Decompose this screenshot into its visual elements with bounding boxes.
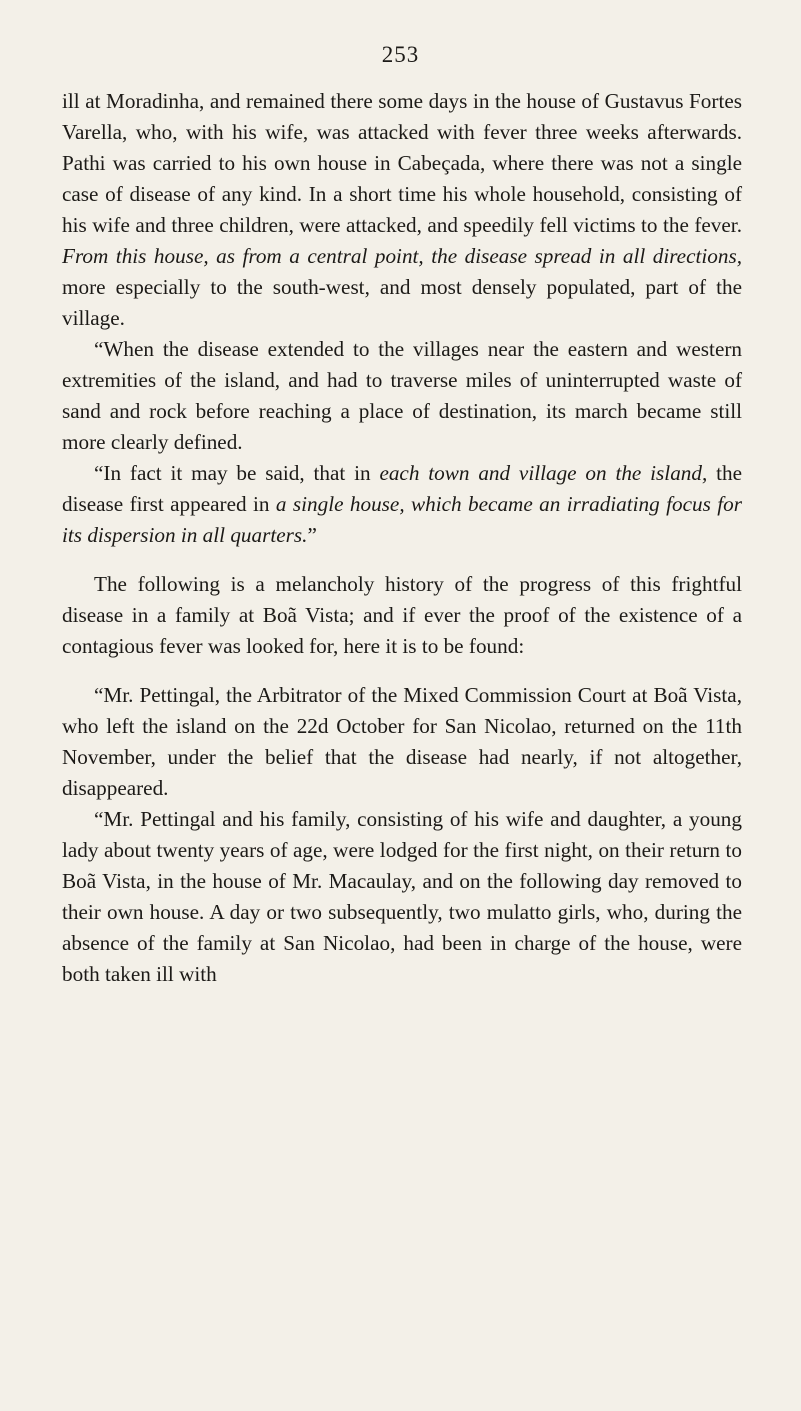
text-segment: The following is a melancholy history of the progress of this frightful disease in a family at Boã Vista; and if ever the proof of the existence of a contagious fever was looked for, here it is to be found: [62, 572, 742, 658]
paragraph [62, 569, 742, 662]
body-text [62, 86, 742, 990]
text-segment: the disease first appeared in [62, 461, 743, 516]
page-number: 253 [381, 42, 420, 67]
paragraph [62, 86, 742, 334]
italic-segment: From this house, as from a central point, the disease spread in all directions, [62, 244, 742, 268]
italic-segment: each town and village on the island, [379, 461, 708, 485]
paragraph [62, 804, 742, 990]
text-segment: “Mr. Pettingal and his family, consisting of his wife and daughter, a young lady about twenty years of age, were lodged for the first night, on their return to Boã Vista, in the house of Mr. Macaulay, and on the following day removed to their own house. A day or two subsequently, two mulatto girls, who, during the absence of the family at San Nicolao, had been in charge of the house, were both taken ill with [62, 807, 742, 986]
paragraph [62, 334, 742, 458]
text-segment: “Mr. Pettingal, the Arbitrator of the Mixed Commission Court at Boã Vista, who left the island on the 22d October for San Nicolao, returned on the 11th November, under the belief that the disease had nearly, if not altogether, disappeared. [62, 683, 742, 800]
text-segment: “When the disease extended to the villages near the eastern and western extremities of the island, and had to traverse miles of uninterrupted waste of sand and rock before reaching a place of destination, its march became still more clearly defined. [62, 337, 742, 454]
paragraph [62, 458, 742, 551]
text-segment: more especially to the south-west, and most densely populated, part of the village. [62, 275, 742, 330]
text-segment: ill at Moradinha, and remained there some days in the house of Gustavus Fortes Varella, who, with his wife, was attacked with fever three weeks afterwards. Pathi was carried to his own house in Cabeçada, where there was not a single case of disease of any kind. In a short time his whole household, consisting of his wife and three children, were attacked, and speedily fell victims to the fever. [62, 89, 742, 237]
text-segment: “In fact it may be said, that in [94, 461, 380, 485]
text-segment: ” [307, 523, 317, 547]
italic-segment: a single house, which became an irradiating focus for its dispersion in all quarters. [62, 492, 742, 547]
paragraph [62, 680, 742, 804]
